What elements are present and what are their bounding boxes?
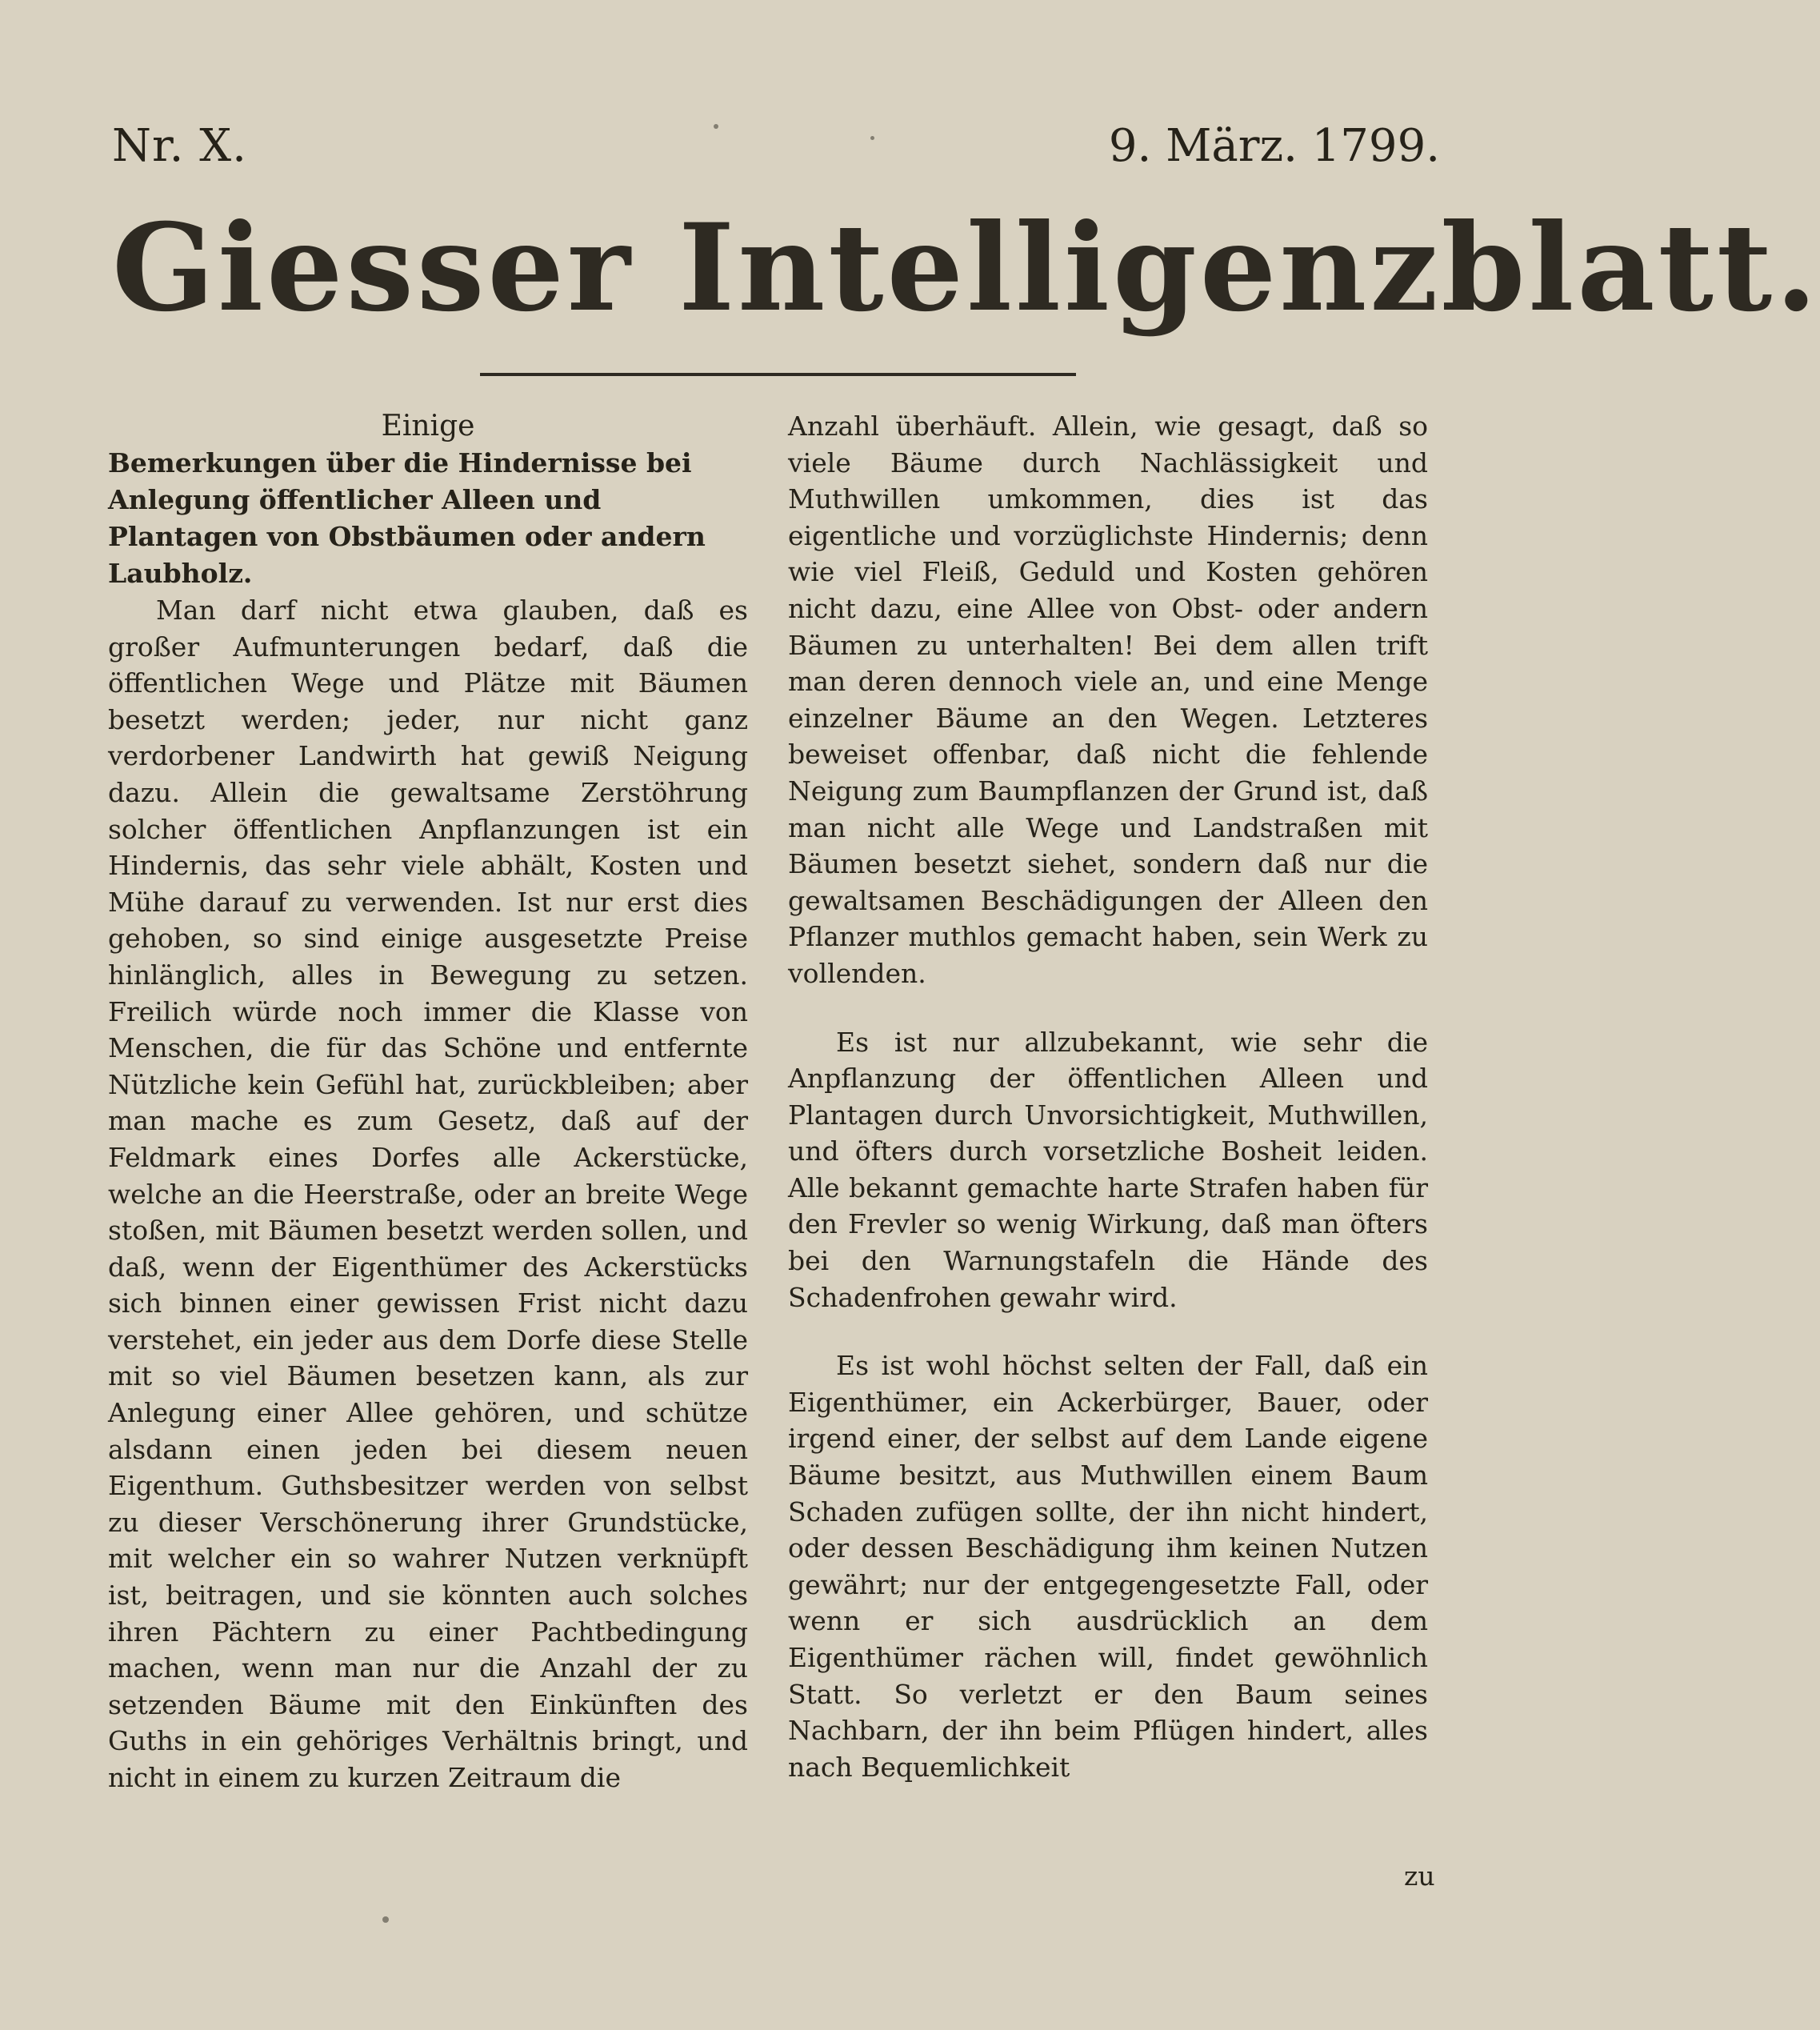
masthead-rule [480,373,1076,376]
article-paragraph-right-1: Anzahl überhäuft. Allein, wie gesagt, daß so viele Bäume durch Nachlässigkeit und Muthwillen umkommen, dies ist das eigentliche und vorzüglichste Hindernis; denn wie viel Fleiß, Geduld und Kosten gehören nicht dazu, eine Allee von Obst- oder andern Bäumen zu unterhalten! Bei dem allen trift man deren dennoch viele an, und eine Menge einzelner Bäume an den Wegen. Letzteres beweiset offenbar, daß nicht die fehlende Neigung zum Baumpflanzen der Grund ist, daß man nicht alle Wege und Landstraßen mit Bäumen besetzt siehet, sondern daß nur die gewaltsamen Beschädigungen der Alleen den Pflanzer muthlos gemacht haben, sein Werk zu vollenden. [788,410,1428,989]
article-paragraph-right-2: Es ist nur allzubekannt, wie sehr die Anpflanzung der öffentlichen Alleen und Plantagen durch Unvorsichtigkeit, Muthwillen, und öfters durch vorsetzliche Bosheit leiden. Alle bekannt gemachte harte Strafen haben für den Frevler so wenig Wirkung, daß man öfters bei den Warnungstafeln die Hände des Schadenfrohen gewahr wird. [788,1026,1428,1313]
left-column [108,408,748,1796]
ink-speck [714,124,718,129]
right-column [788,408,1428,1785]
article-paragraph-left: Man darf nicht etwa glauben, daß es großer Aufmunterungen bedarf, daß die öffentlichen Wege und Plätze mit Bäumen besetzt werden; jeder, nur nicht ganz verdorbener Landwirth hat gewiß Neigung dazu. Allein die gewaltsame Zerstöhrung solcher öffentlichen Anpflanzungen ist ein Hindernis, das sehr viele abhält, Kosten und Mühe darauf zu verwenden. Ist nur erst dies gehoben, so sind einige ausgesetzte Preise hinlänglich, alles in Bewegung zu setzen. Freilich würde noch immer die Klasse von Menschen, die für das Schöne und entfernte Nützliche kein Gefühl hat, zurückbleiben; aber man mache es zum Gesetz, daß auf der Feldmark eines Dorfes alle Ackerstücke, welche an die Heerstraße, oder an breite Wege stoßen, mit Bäumen besetzt werden sollen, und daß, wenn der Eigenthümer des Ackerstücks sich binnen einer gewissen Frist nicht dazu verstehet, ein jeder aus dem Dorfe diese Stelle mit so viel Bäumen besetzen kann, als zur Anlegung einer Allee gehören, und schütze alsdann einen jeden bei diesem neuen Eigenthum. Guthsbesitzer werden von selbst zu dieser Verschönerung ihrer Grundstücke, mit welcher ein so wahrer Nutzen verknüpft ist, beitragen, und sie könnten auch solches ihren Pächtern zu einer Pachtbedingung machen, wenn man nur die Anzahl der zu setzenden Bäume mit den Einkünften des Guths in ein gehöriges Verhältnis bringt, und nicht in einem zu kurzen Zeitraum die [108,595,748,1793]
catchword: zu [1404,1860,1435,1892]
masthead-title: Giesser Intelligenzblatt. [112,198,1820,338]
issue-date: 9. März. 1799. [1108,120,1440,172]
article-heading-top: Einige [381,410,475,442]
ink-speck [382,1916,389,1923]
ink-speck [870,136,874,140]
article-heading-sub: Bemerkungen über die Hindernisse bei Anlegung öffentlicher Alleen und Plantagen von Obstbäumen oder andern Laubholz. [108,447,706,589]
article-paragraph-right-3: Es ist wohl höchst selten der Fall, daß ein Eigenthümer, ein Ackerbürger, Bauer, oder irgend einer, der selbst auf dem Lande eigene Bäume besitzt, aus Muthwillen einem Baum Schaden zufügen sollte, der ihn nicht hindert, oder dessen Beschädigung ihm keinen Nutzen gewährt; nur der entgegengesetzte Fall, oder wenn er sich ausdrücklich an dem Eigenthümer rächen will, findet gewöhnlich Statt. So verletzt er den Baum seines Nachbarn, der ihn beim Pflügen hindert, alles nach Bequemlichkeit [788,1350,1428,1783]
issue-number: Nr. X. [112,120,247,172]
